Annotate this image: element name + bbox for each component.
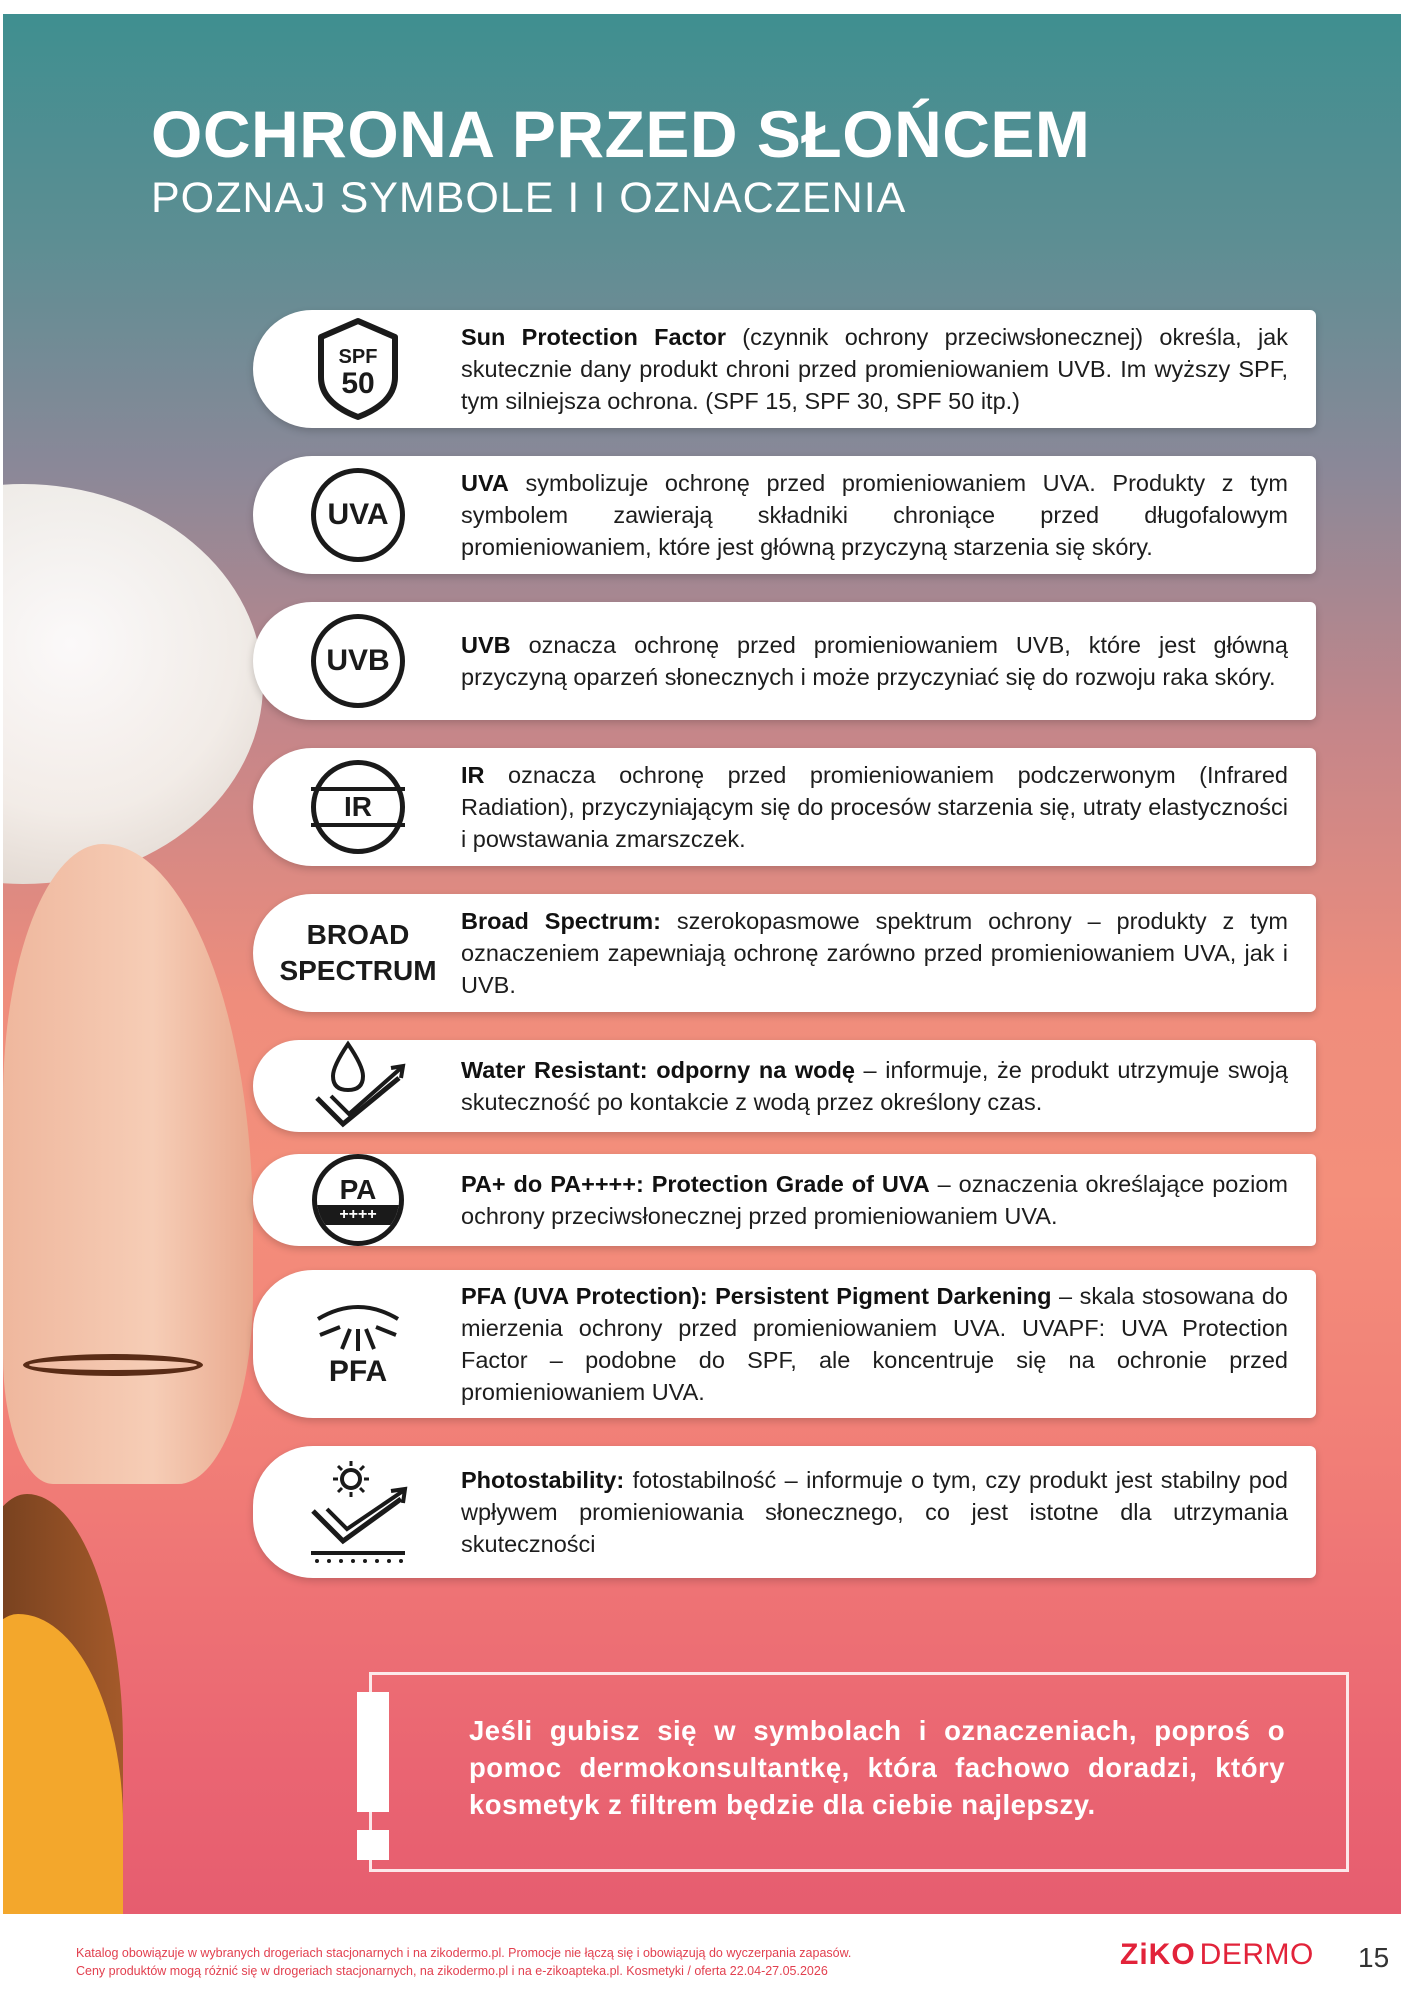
pa-icon [283,1145,433,1255]
card-heading: UVA [461,470,509,496]
card-heading: Water Resistant: odporny na wodę [461,1057,855,1083]
card-text [461,759,1288,855]
spf-icon-value: 50 [341,367,375,400]
card-heading: PFA (UVA Protection): Persistent Pigment Darkening [461,1283,1052,1309]
card-body: szerokopasmowe spektrum ochrony – produkty z tym oznaczeniem zapewniają ochronę zarówno przed promieniowaniem UVA, jak i UVB. [461,908,1288,998]
card-text [461,629,1288,693]
brand-ziko: ZiKO [1120,1938,1196,1971]
card-body: – oznaczenia określające poziom ochrony przeciwsłonecznej przed promieniowaniem UVA. [461,1171,1288,1229]
spf-shield-icon [283,314,433,424]
card-body: – skala stosowana do mierzenia ochrony przed promieniowaniem UVA. UVAPF: UVA Protection Factor – podobne do SPF, ale koncentruje się na ochronie przed promieniowaniem UVA. [461,1283,1288,1405]
exclamation-icon [353,1692,393,1862]
card-broad-spectrum [253,894,1316,1012]
ir-circle-icon [283,752,433,862]
pfa-icon-label: PFA [328,1355,388,1388]
card-text [461,467,1288,563]
card-heading: Photostability: [461,1467,625,1493]
poster-background [3,14,1401,1914]
brand-logo [1120,1938,1314,1972]
card-text [461,1280,1288,1408]
card-text [461,1464,1288,1560]
card-water-resistant [253,1040,1316,1132]
bracelet [23,1354,203,1376]
card-heading: UVB [461,632,511,658]
card-body: – informuje, że produkt utrzymuje swoją skuteczność po kontakcie z wodą przez określony czas. [461,1057,1288,1115]
card-text [461,1168,1288,1232]
card-spf [253,310,1316,428]
uvb-circle-icon [283,606,433,716]
page-subtitle: POZNAJ SYMBOLE I I OZNACZENIA [151,174,907,222]
water-resistant-icon [283,1031,433,1141]
pa-icon-plus: ++++ [317,1205,399,1225]
card-heading: Broad Spectrum: [461,908,661,934]
card-text [461,321,1288,417]
card-text [461,1054,1288,1118]
card-ir [253,748,1316,866]
card-heading: IR [461,762,485,788]
arm [3,844,253,1484]
card-uva [253,456,1316,574]
card-photostability [253,1446,1316,1578]
brand-dermo: DERMO [1199,1938,1314,1971]
uvb-icon-label: UVB [311,614,405,708]
card-heading: PA+ do PA++++: Protection Grade of UVA [461,1171,930,1197]
broad-icon-line1: BROAD [306,919,410,950]
broad-icon-line2: SPECTRUM [279,955,437,986]
notice-text: Jeśli gubisz się w symbolach i oznaczeniach, poproś o pomoc dermokonsultantkę, która fachowo doradzi, który kosmetyk z filtrem będzie dla ciebie najlepszy. [469,1715,1285,1820]
card-body: fotostabilność – informuje o tym, czy produkt jest stabilny pod wpływem promieniowania słonecznego, co jest istotne dla utrzymania skuteczności [461,1467,1288,1557]
page-number: 15 [1358,1942,1390,1973]
card-body: (czynnik ochrony przeciwsłonecznej) określa, jak skutecznie dany produkt chroni przed promieniowaniem UVB. Im wyższy SPF, tym silniejsza ochrona. (SPF 15, SPF 30, SPF 50 itp.) [461,324,1288,414]
card-heading: Sun Protection Factor [461,324,726,350]
pfa-icon [283,1289,433,1399]
photostability-icon [283,1457,433,1567]
disclaimer-line-1: Katalog obowiązuje w wybranych drogeriach stacjonarnych i na zikodermo.pl. Promocje nie łączą się i obowiązują do wyczerpania zapasów. [76,1946,852,1960]
card-uvb [253,602,1316,720]
card-pa [253,1154,1316,1246]
card-text [461,905,1288,1001]
uva-circle-icon [283,460,433,570]
footer-disclaimer [76,1944,1076,1980]
card-body: oznacza ochronę przed promieniowaniem UVB, które jest główną przyczyną oparzeń słonecznych i może przyczyniać się do rozwoju raka skóry. [461,632,1288,690]
card-pfa [253,1270,1316,1418]
uva-icon-label: UVA [311,468,405,562]
pa-icon-label: PA [339,1174,377,1205]
page-title: OCHRONA PRZED SŁOŃCEM [151,97,1091,171]
card-body: symbolizuje ochronę przed promieniowaniem UVA. Produkty z tym symbolem zawierają składniki chroniące przed długofalowym promieniowaniem, które jest główną przyczyną starzenia się skóry. [461,470,1288,560]
card-body: oznacza ochronę przed promieniowaniem podczerwonym (Infrared Radiation), przyczyniającym się do procesów starzenia się, utraty elastyczności i powstawania zmarszczek. [461,762,1288,852]
spf-icon-label: SPF [338,346,378,368]
disclaimer-line-2: Ceny produktów mogą różnić się w drogeriach stacjonarnych, na zikodermo.pl i na e-zikoapteka.pl. Kosmetyki / oferta 22.04-27.05.2026 [76,1964,828,1978]
broad-spectrum-icon [279,898,437,1008]
sun-hat [3,484,263,884]
ir-icon-label: IR [344,791,372,822]
